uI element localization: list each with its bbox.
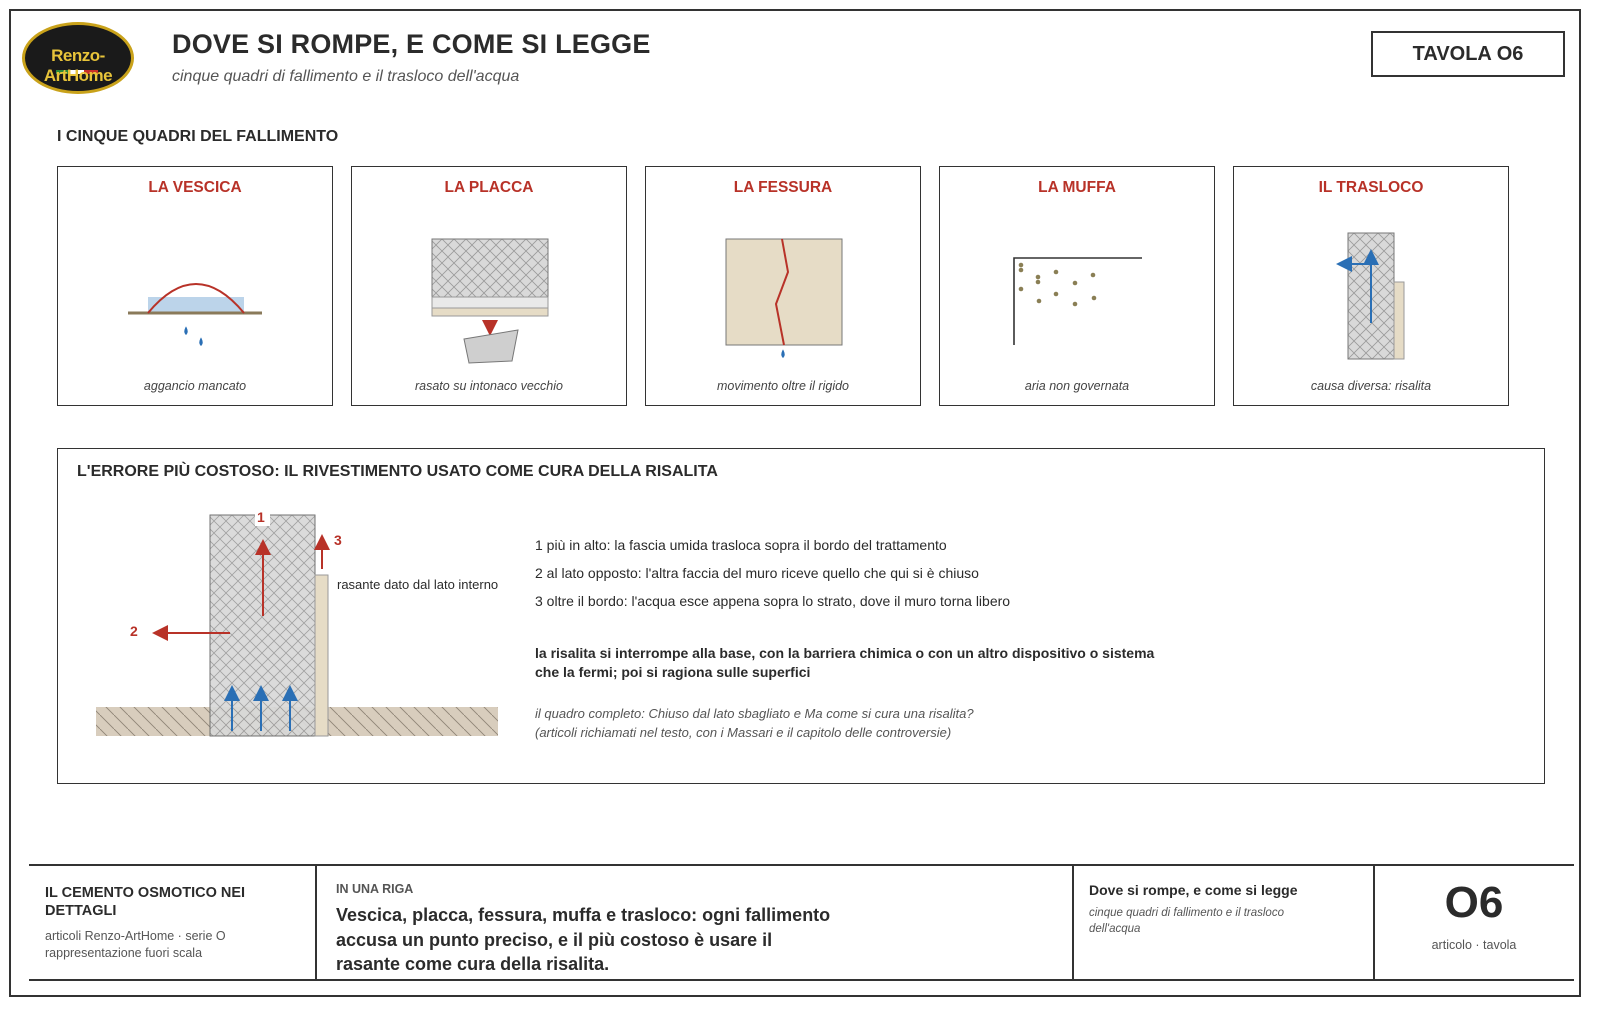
article-subtitle: cinque quadri di fallimento e il trasloco dell'acqua bbox=[1089, 907, 1284, 935]
card-caption: movimento oltre il rigido bbox=[717, 379, 849, 393]
crack-icon bbox=[646, 197, 922, 377]
article-title: Dove si rompe, e come si legge bbox=[1089, 882, 1298, 898]
card-title: LA VESCICA bbox=[148, 179, 242, 196]
side-coating-label: rasante dato dal lato interno bbox=[337, 577, 499, 592]
tavola-badge: TAVOLA O6 bbox=[1371, 31, 1565, 77]
rising-damp-diagram bbox=[58, 449, 538, 785]
card-title: LA PLACCA bbox=[444, 179, 534, 196]
article-code-label: articolo · tavola bbox=[1431, 938, 1517, 952]
reference-note bbox=[535, 704, 1155, 742]
card-muffa bbox=[939, 166, 1215, 406]
card-caption: rasato su intonaco vecchio bbox=[414, 379, 563, 393]
footer-column-divider bbox=[1072, 866, 1074, 979]
reference-line-2: (articoli richiamati nel testo, con i Massari e il capitolo delle controversie) bbox=[535, 725, 952, 740]
key-note: la risalita si interrompe alla base, con la barriera chimica o con un altro dispositivo o sistema che la fermi; poi si ragiona sulle superfici bbox=[535, 645, 1155, 680]
diagram-label-2: 2 bbox=[130, 623, 138, 639]
costly-error-title: L'ERRORE PIÙ COSTOSO: IL RIVESTIMENTO USATO COME CURA DELLA RISALITA bbox=[77, 463, 718, 480]
card-trasloco bbox=[1233, 166, 1509, 406]
costly-error-panel bbox=[57, 448, 1545, 784]
card-caption: aria non governata bbox=[1024, 379, 1130, 393]
diagram-label-3: 3 bbox=[334, 532, 342, 548]
card-fessura bbox=[645, 166, 921, 406]
series-sub-line-1: articoli Renzo-ArtHome · serie O bbox=[45, 929, 226, 943]
footer-divider-top bbox=[29, 864, 1574, 866]
footer-column-divider bbox=[315, 866, 317, 979]
footer-divider-bottom bbox=[29, 979, 1574, 981]
card-title: LA MUFFA bbox=[1038, 179, 1116, 196]
reference-line-1: il quadro completo: Chiuso dal lato sbagliato e Ma come si cura una risalita? bbox=[535, 706, 974, 721]
summary-text: Vescica, placca, fessura, muffa e trasloco: ogni fallimento accusa un punto preciso, e il più costoso è usare il rasante come cura della risalita. bbox=[336, 905, 831, 974]
mold-icon bbox=[940, 197, 1216, 377]
page-subtitle: cinque quadri di fallimento e il trasloco dell'acqua bbox=[172, 68, 520, 85]
card-caption: aggancio mancato bbox=[143, 379, 247, 393]
logo-text: Renzo-ArtHome bbox=[43, 46, 113, 85]
point-1: 1 più in alto: la fascia umida trasloca sopra il bordo del trattamento bbox=[535, 537, 947, 553]
internal-coating bbox=[315, 575, 328, 736]
failures-section-title: I CINQUE QUADRI DEL FALLIMENTO bbox=[57, 128, 339, 145]
point-3: 3 oltre il bordo: l'acqua esce appena sopra lo strato, dove il muro torna libero bbox=[535, 593, 1011, 609]
card-title: IL TRASLOCO bbox=[1318, 179, 1424, 196]
card-title: LA FESSURA bbox=[733, 179, 833, 196]
card-placca bbox=[351, 166, 627, 406]
article-code: O6 bbox=[1444, 878, 1504, 927]
page-title: DOVE SI ROMPE, E COME SI LEGGE bbox=[172, 29, 651, 59]
series-title: IL CEMENTO OSMOTICO NEI DETTAGLI bbox=[45, 885, 246, 919]
card-caption: causa diversa: risalita bbox=[1310, 379, 1432, 393]
series-subtitle bbox=[45, 928, 295, 962]
diagram-label-1: 1 bbox=[257, 509, 265, 525]
point-2: 2 al lato opposto: l'altra faccia del muro riceve quello che qui si è chiuso bbox=[535, 565, 979, 581]
relocation-icon bbox=[1234, 197, 1510, 377]
card-vescica bbox=[57, 166, 333, 406]
series-sub-line-2: rappresentazione fuori scala bbox=[45, 946, 203, 960]
blister-icon bbox=[58, 197, 334, 377]
summary-label: IN UNA RIGA bbox=[336, 882, 414, 896]
plaque-icon bbox=[352, 197, 628, 377]
